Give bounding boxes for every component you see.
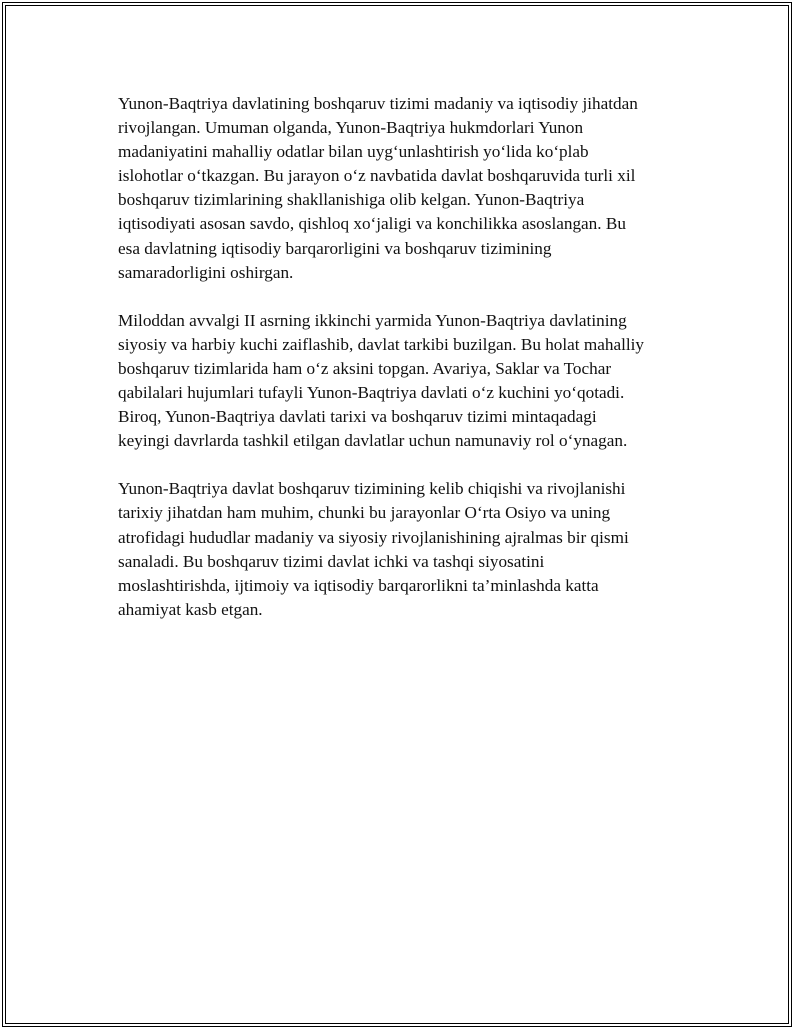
paragraph-3: Yunon-Baqtriya davlat boshqaruv tizimining kelib chiqishi va rivojlanishi tarixiy jihatdan ham muhim, chunki bu jarayonlar O‘rta Osiyo va uning atrofidagi hududlar madaniy va siyosiy rivojlanishining ajralmas bir qismi sanaladi. Bu boshqaruv tizimi davlat ichki va tashqi siyosatini moslashtirishda, ijtimoiy va iqtisodiy barqarorlikni ta’minlashda katta ahamiyat kasb etgan. [118,479,629,619]
paragraph-1: Yunon-Baqtriya davlatining boshqaruv tizimi madaniy va iqtisodiy jihatdan rivojlangan. Umuman olganda, Yunon-Baqtriya hukmdorlari Yunon madaniyatini mahalliy odatlar bilan uyg‘unlashtirish yo‘lida ko‘plab islohotlar o‘tkazgan. Bu jarayon o‘z navbatida davlat boshqaruvida turli xil boshqaruv tizimlarining shakllanishiga olib kelgan. Yunon-Baqtriya iqtisodiyati asosan savdo, qishloq xo‘jaligi va konchilikka asoslangan. Bu esa davlatning iqtisodiy barqarorligini va boshqaruv tizimining samaradorligini oshirgan. [118,94,638,282]
document-body [118,92,678,646]
paragraph-2: Miloddan avvalgi II asrning ikkinchi yarmida Yunon-Baqtriya davlatining siyosiy va harbiy kuchi zaiflashib, davlat tarkibi buzilgan. Bu holat mahalliy boshqaruv tizimlarida ham o‘z aksini topgan. Avariya, Saklar va Tochar qabilalari hujumlari tufayli Yunon-Baqtriya davlati o‘z kuchini yo‘qotadi. Biroq, Yunon-Baqtriya davlati tarixi va boshqaruv tizimi mintaqadagi keyingi davrlarda tashkil etilgan davlatlar uchun namunaviy rol o‘ynagan. [118,310,645,451]
